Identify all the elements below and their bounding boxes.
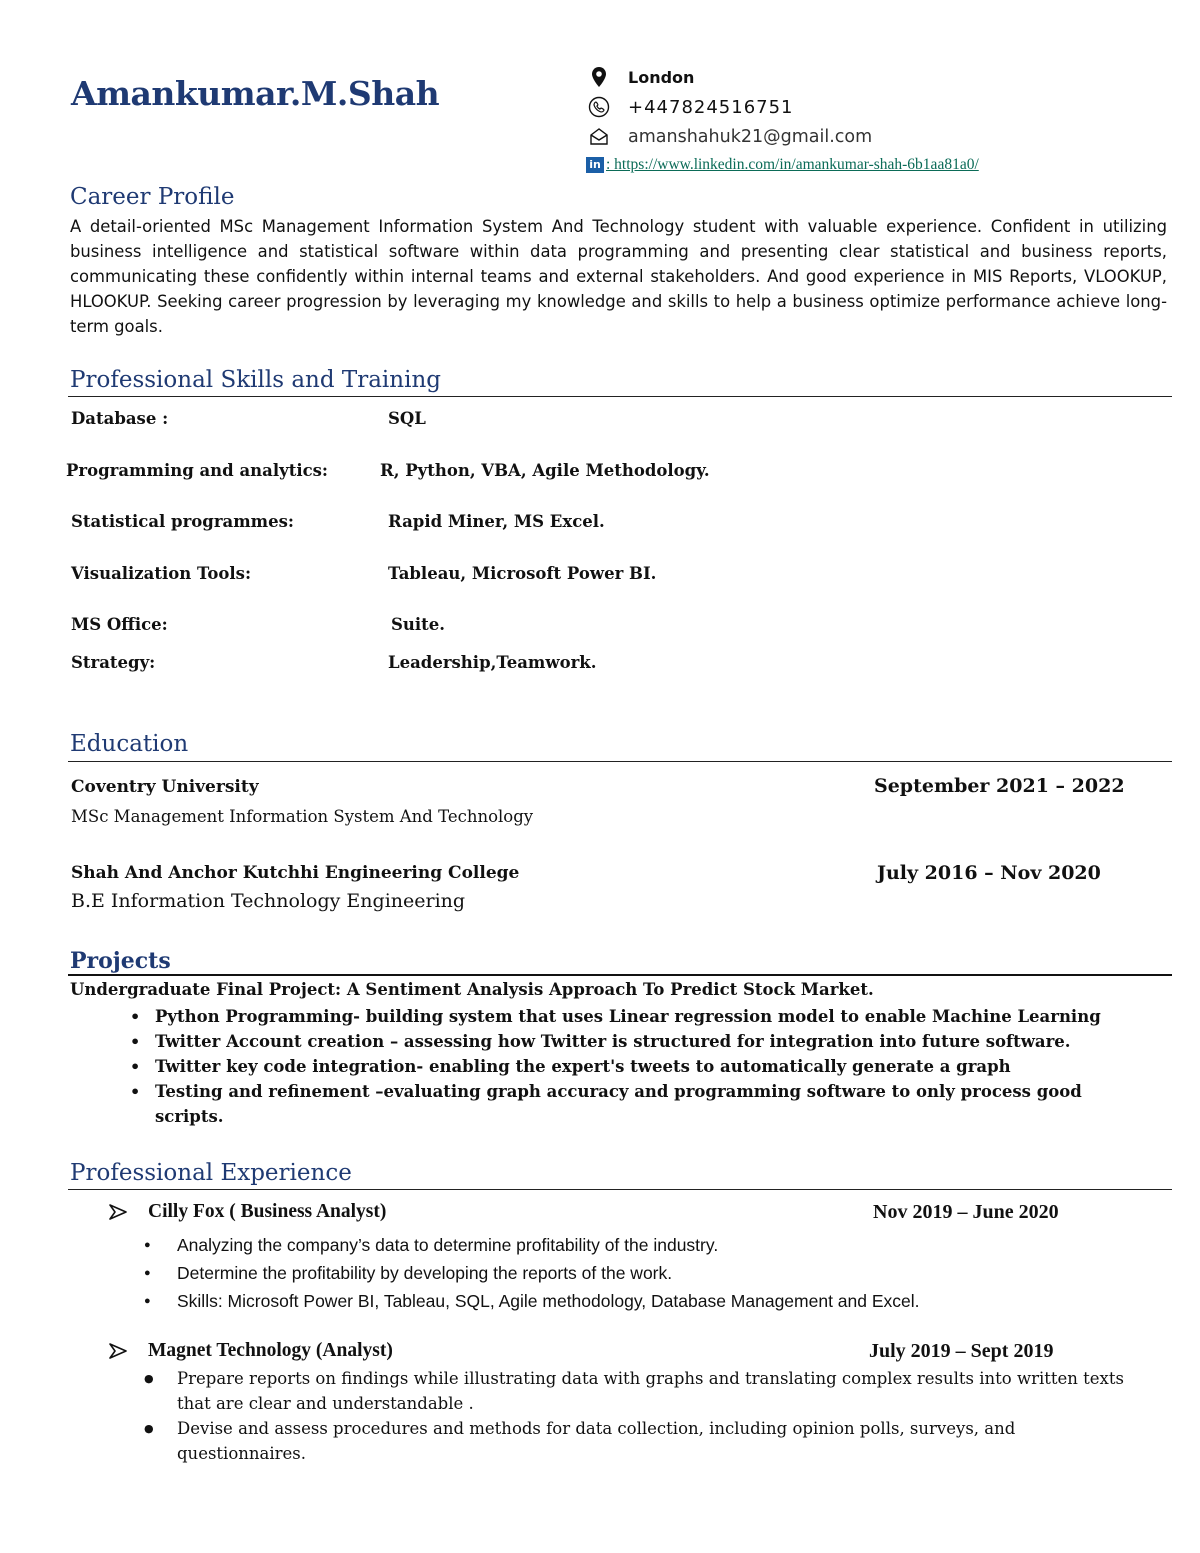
- linkedin-icon: in: [586, 157, 604, 173]
- linkedin-link[interactable]: : https://www.linkedin.com/in/amankumar-shah-6b1aa81a0/: [606, 156, 979, 173]
- list-item: • Twitter Account creation – assessing how Twitter is structured for integration into future software.: [130, 1029, 1120, 1054]
- list-item: ● Skills: Microsoft Power BI, Tableau, SQL, Agile methodology, Database Management and Excel.: [144, 1287, 1144, 1315]
- skill-label-strategy: Strategy:: [71, 653, 156, 672]
- email-text[interactable]: amanshahuk21@gmail.com: [628, 127, 873, 147]
- experience-heading: Professional Experience: [70, 1160, 352, 1186]
- phone-icon: [588, 96, 610, 118]
- job-bullet-list: [144, 1231, 1144, 1315]
- location-pin-icon: [588, 66, 610, 88]
- contact-email: [588, 124, 872, 150]
- job-title-text: Magnet Technology (Analyst): [148, 1340, 393, 1361]
- projects-heading: Projects: [70, 948, 171, 974]
- projects-divider: [68, 974, 1172, 976]
- list-item: • Python Programming- building system that uses Linear regression model to enable Machine Learning: [130, 1004, 1120, 1029]
- skill-value-visualization: Tableau, Microsoft Power BI.: [388, 564, 657, 583]
- education-degree: B.E Information Technology Engineering: [71, 890, 466, 912]
- skill-label-statistical: Statistical programmes:: [71, 512, 294, 531]
- education-date: September 2021 – 2022: [874, 775, 1125, 797]
- project-name: A Sentiment Analysis Approach To Predict Stock Market.: [341, 980, 874, 999]
- skill-label-visualization: Visualization Tools:: [71, 564, 252, 583]
- skill-value-ms-office: Suite.: [391, 615, 446, 634]
- list-item: ● Determine the profitability by developing the reports of the work.: [144, 1259, 1144, 1287]
- skill-value-statistical: Rapid Miner, MS Excel.: [388, 512, 605, 531]
- contact-linkedin[interactable]: [586, 156, 979, 174]
- contact-location: [588, 64, 694, 90]
- career-profile-text: A detail-oriented MSc Management Information System And Technology student with valuable experience. Confident in utilizing business intelligence and statistical software within data programming and presenting clear statistical and business reports, communicating these confidently within internal teams and external stakeholders. And good experience in MIS Reports, VLOOKUP, HLOOKUP. Seeking career progression by leveraging my knowledge and skills to help a business optimize performance achieve long-term goals.: [70, 217, 1167, 336]
- skill-label-database: Database :: [71, 409, 169, 428]
- arrow-bullet-icon: [108, 1204, 132, 1220]
- envelope-icon: [588, 126, 610, 148]
- list-item: • Twitter key code integration- enabling the expert's tweets to automatically generate a graph: [130, 1054, 1120, 1079]
- project-bullet-list: [130, 1004, 1120, 1129]
- phone-text: +447824516751: [628, 96, 794, 118]
- education-date: July 2016 – Nov 2020: [877, 862, 1101, 884]
- list-item: • Testing and refinement –evaluating graph accuracy and programming software to only process good scripts.: [130, 1079, 1085, 1129]
- education-institution: [71, 863, 519, 883]
- education-institution: Coventry University: [71, 777, 259, 797]
- skill-value-strategy: Leadership,Teamwork.: [388, 653, 597, 672]
- job-title-text: Cilly Fox ( Business Analyst): [148, 1201, 387, 1222]
- experience-divider: [68, 1189, 1172, 1190]
- list-item: ● Analyzing the company’s data to determine profitability of the industry.: [144, 1231, 1144, 1259]
- education-degree: MSc Management Information System And Technology: [71, 807, 534, 826]
- skill-label-programming: Programming and analytics:: [66, 461, 329, 480]
- education-heading: Education: [70, 731, 189, 757]
- job-bullet-list: [144, 1366, 1144, 1466]
- job-title: [108, 1201, 386, 1223]
- skill-label-ms-office: MS Office:: [71, 615, 168, 634]
- location-text: London: [628, 67, 695, 87]
- job-date: Nov 2019 – June 2020: [873, 1201, 1059, 1223]
- skills-heading: Professional Skills and Training: [70, 367, 441, 393]
- project-title: [70, 980, 874, 999]
- contact-phone: [588, 94, 794, 120]
- list-item: ● Prepare reports on findings while illustrating data with graphs and translating complex results into written texts that are clear and understandable .: [144, 1366, 1144, 1416]
- job-date: July 2019 – Sept 2019: [869, 1340, 1054, 1362]
- job-title: [108, 1340, 393, 1362]
- skill-value-database: SQL: [388, 409, 426, 428]
- arrow-bullet-icon: [108, 1343, 132, 1359]
- skill-value-programming: R, Python, VBA, Agile Methodology.: [380, 461, 710, 480]
- skills-divider: [68, 396, 1172, 397]
- career-profile-heading: Career Profile: [70, 184, 235, 210]
- project-label: Undergraduate Final Project:: [70, 980, 342, 999]
- candidate-name: Amankumar.M.Shah: [71, 74, 440, 113]
- education-divider: [68, 761, 1172, 762]
- list-item: ● Devise and assess procedures and methods for data collection, including opinion polls, surveys, and questionnaires.: [144, 1416, 1047, 1466]
- institution-name: Shah And Anchor Kutchhi Engineering College: [71, 863, 520, 883]
